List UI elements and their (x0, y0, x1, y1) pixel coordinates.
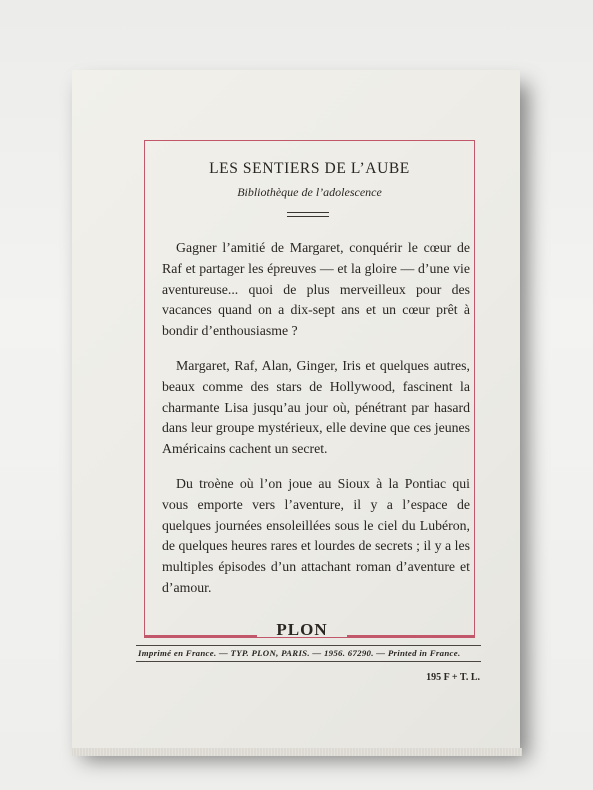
ornament-line-bottom (287, 216, 329, 217)
blurb-paragraph-2: Margaret, Raf, Alan, Ginger, Iris et quelques autres, beaux comme des stars de Hollywood, fascinent la charmante Lisa jusqu’au jour où, pénétrant par hasard dans leur groupe mystérieux, elle devine que ces jeunes Américains cachent un secret. (162, 358, 470, 457)
blurb-paragraph-1: Gagner l’amitié de Margaret, conquérir le cœur de Raf et partager les épreuves — et la gloire — d’une vie aventureuse... quoi de plus merveilleux pour des vacances quand on a dix-sept ans et un cœur prêt à bondir d’enthousiasme ? (162, 240, 470, 339)
imprint-rule-top (136, 645, 481, 646)
series-name: Bibliothèque de l’adolescence (237, 185, 382, 199)
book-title: LES SENTIERS DE L’AUBE (209, 160, 410, 177)
book-page-edges (72, 748, 522, 756)
ornament-line-top (287, 212, 329, 213)
price-label: 195 F + T. L. (426, 672, 480, 683)
imprint-line: Imprimé en France. — TYP. PLON, PARIS. — 1956. 67290. — Printed in France. (138, 648, 461, 658)
publisher-rule-right (347, 635, 475, 637)
blurb-paragraph-3: Du troène où l’on joue au Sioux à la Pontiac qui vous emporte vers l’aventure, il y a l’espace de quelques journées ensoleillées sous le ciel du Lubéron, de quelques heures rares et lourdes de secrets ; il y a les multiples épisodes d’un attachant roman d’aventure et d’amour. (162, 476, 470, 595)
publisher-rule-left (144, 635, 257, 637)
publisher-name: PLON (276, 620, 328, 639)
imprint-rule-bottom (136, 661, 481, 662)
